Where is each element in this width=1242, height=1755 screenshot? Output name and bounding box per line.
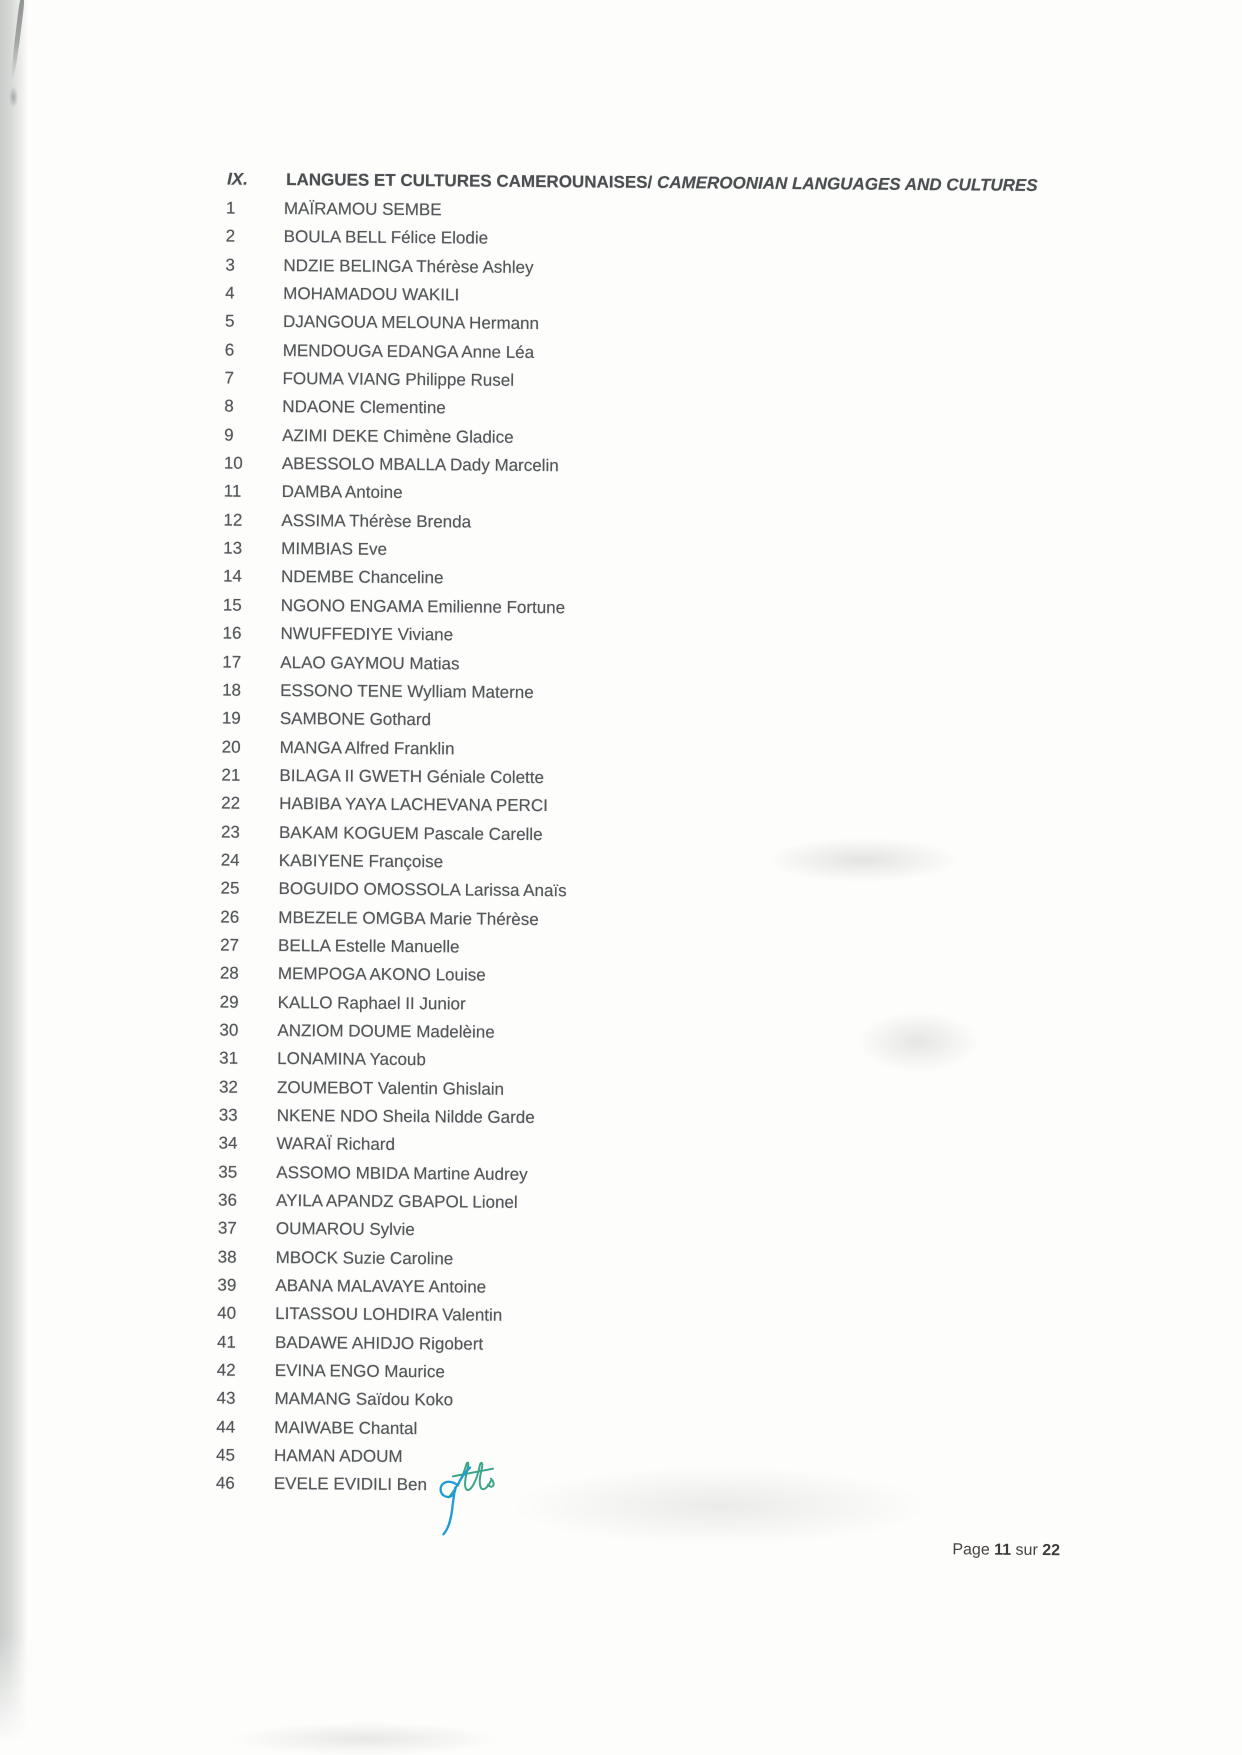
list-item-name: ASSOMO MBIDA Martine Audrey	[276, 1162, 528, 1184]
list-item-name: KABIYENE Françoise	[278, 850, 444, 872]
list-item-name: MENDOUGA EDANGA Anne Léa	[282, 340, 535, 362]
list-item-number: 39	[217, 1275, 237, 1295]
list-item-number: 17	[222, 652, 242, 672]
list-item-name: HAMAN ADOUM	[274, 1446, 403, 1467]
list-item-number: 10	[223, 453, 243, 473]
list-item-number: 41	[216, 1332, 236, 1352]
list-item-name: NKENE NDO Sheila Nildde Garde	[276, 1105, 535, 1128]
list-item-number: 43	[216, 1388, 236, 1409]
list-item-number: 12	[223, 510, 243, 530]
list-item-name: NDAONE Clementine	[282, 397, 446, 418]
list-item-number: 45	[216, 1445, 236, 1465]
list-item-number: 32	[218, 1077, 238, 1097]
page-total: 22	[1042, 1542, 1061, 1560]
list-item-number: 46	[215, 1473, 235, 1494]
list-item-number: 20	[221, 737, 241, 757]
list-item-name: DAMBA Antoine	[281, 482, 403, 503]
list-item-name: ABESSOLO MBALLA Dady Marcelin	[281, 454, 559, 476]
list-item-number: 21	[221, 765, 241, 785]
list-item-name: MEMPOGA AKONO Louise	[277, 964, 486, 985]
list-item-number: 30	[219, 1020, 239, 1040]
list-item-name: ALAO GAYMOU Matias	[280, 652, 460, 673]
list-item-name: KALLO Raphael II Junior	[277, 992, 466, 1014]
list-item-number: 27	[220, 935, 240, 955]
list-item-number: 13	[223, 538, 243, 558]
list-item-name: ABANA MALAVAYE Antoine	[275, 1276, 487, 1297]
list-item-name: LITASSOU LOHDIRA Valentin	[275, 1304, 503, 1326]
list-item-name: MANGA Alfred Franklin	[279, 737, 455, 758]
list-item-number: 26	[220, 907, 240, 927]
list-item-name: EVINA ENGO Maurice	[274, 1361, 445, 1382]
list-item-number: 36	[218, 1190, 238, 1210]
list-item-number: 18	[222, 680, 242, 700]
list-item-name: AZIMI DEKE Chimène Gladice	[282, 425, 514, 447]
list-item-name: EVELE EVIDILI Ben	[273, 1474, 428, 1495]
list-item-name: BELLA Estelle Manuelle	[278, 935, 460, 957]
list-item-number: 3	[225, 255, 235, 275]
list-item-number: 8	[224, 396, 234, 417]
list-item-number: 19	[221, 708, 241, 728]
list-item-name: BAKAM KOGUEM Pascale Carelle	[278, 822, 543, 844]
list-item-number: 9	[224, 425, 234, 445]
page-number: 11	[994, 1541, 1012, 1559]
list-item-name: LONAMINA Yacoub	[277, 1049, 426, 1070]
list-item-number: 4	[225, 283, 235, 303]
list-item-number: 28	[219, 963, 239, 983]
list-item-number: 7	[224, 368, 235, 388]
list-item-number: 44	[216, 1417, 236, 1437]
list-item-number: 23	[220, 822, 240, 842]
list-item-name: BOULA BELL Félice Elodie	[283, 227, 489, 248]
list-item-name: NDZIE BELINGA Thérèse Ashley	[283, 255, 534, 277]
list-item-name: MAÏRAMOU SEMBE	[283, 199, 442, 220]
list-item-name: BILAGA II GWETH Géniale Colette	[279, 765, 545, 787]
list-item-name: HABIBA YAYA LACHEVANA PERCI	[279, 794, 548, 816]
list-item-name: ESSONO TENE Wylliam Materne	[280, 680, 534, 702]
list-item-name: MIMBIAS Eve	[281, 539, 388, 559]
list-item-name: NWUFFEDIYE Viviane	[280, 624, 454, 645]
list-item-number: 15	[222, 595, 242, 615]
section-title-french: LANGUES ET CULTURES CAMEROUNAISES/	[286, 170, 653, 192]
list-item-name: SAMBONE Gothard	[279, 709, 432, 730]
list-item-name: MAMANG Saïdou Koko	[274, 1389, 454, 1410]
section-number: IX.	[227, 169, 248, 189]
list-item-name: ANZIOM DOUME Madelèine	[277, 1020, 495, 1042]
list-item-name: MOHAMADOU WAKILI	[283, 284, 460, 305]
page-label: Page	[952, 1541, 990, 1559]
list-item-name: BADAWE AHIDJO Rigobert	[274, 1332, 484, 1354]
list-item-name: AYILA APANDZ GBAPOL Lionel	[276, 1191, 518, 1212]
list-item-name: FOUMA VIANG Philippe Rusel	[282, 369, 515, 390]
list-item-name: MBOCK Suzie Caroline	[275, 1247, 454, 1269]
list-item-number: 42	[216, 1360, 236, 1380]
list-item-number: 6	[224, 340, 235, 360]
section-title	[286, 165, 1038, 200]
student-list	[0, 193, 1100, 1505]
list-item-number: 2	[225, 226, 236, 246]
list-item-number: 38	[217, 1247, 237, 1267]
list-item-name: WARAÏ Richard	[276, 1134, 396, 1155]
list-item-number: 31	[219, 1048, 239, 1068]
section-title-english: CAMEROONIAN LANGUAGES AND CULTURES	[656, 172, 1038, 195]
list-item-name: DJANGOUA MELOUNA Hermann	[282, 312, 540, 334]
page-footer	[952, 1538, 1060, 1563]
list-item-name: MAIWABE Chantal	[274, 1417, 418, 1438]
list-item-number: 40	[217, 1303, 237, 1324]
page-separator: sur	[1015, 1541, 1038, 1559]
list-item-number: 14	[222, 567, 242, 587]
list-item-name: OUMAROU Sylvie	[275, 1219, 415, 1240]
list-item-number: 16	[222, 623, 242, 643]
list-item-name: ASSIMA Thérèse Brenda	[281, 510, 472, 532]
list-item-number: 34	[218, 1133, 238, 1154]
list-item-number: 33	[218, 1105, 238, 1125]
list-item-number: 37	[217, 1218, 237, 1239]
list-item-name: MBEZELE OMGBA Marie Thérèse	[278, 907, 539, 929]
list-item-number: 24	[220, 850, 240, 870]
list-item-number: 11	[223, 481, 242, 502]
list-item-number: 35	[218, 1162, 238, 1182]
list-item-number: 1	[225, 198, 236, 218]
list-item-name: NGONO ENGAMA Emilienne Fortune	[280, 595, 566, 618]
list-item-number: 25	[220, 878, 240, 898]
list-item-name: NDEMBE Chanceline	[280, 567, 444, 588]
list-item-name: ZOUMEBOT Valentin Ghislain	[276, 1077, 505, 1099]
list-item-number: 29	[219, 992, 239, 1012]
signature-scribble	[432, 1453, 505, 1544]
list-item-name: BOGUIDO OMOSSOLA Larissa Anaïs	[278, 879, 567, 901]
list-item-number: 22	[221, 793, 241, 813]
list-item-number: 5	[224, 311, 235, 331]
